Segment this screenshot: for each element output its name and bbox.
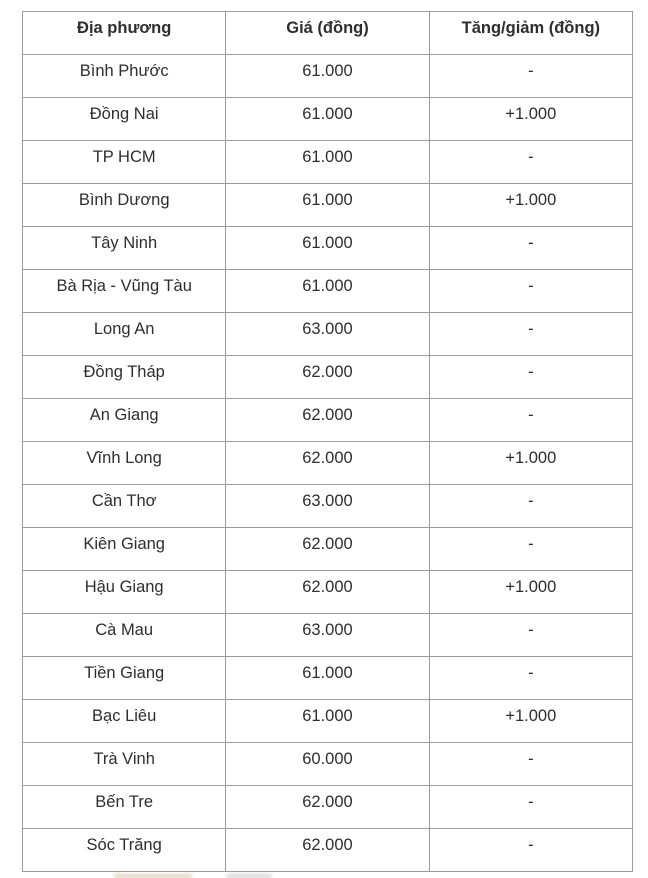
change-cell: -: [429, 313, 632, 356]
table-row: [23, 528, 633, 571]
price-cell: 61.000: [226, 657, 429, 700]
price-cell: 60.000: [226, 743, 429, 786]
change-cell: +1.000: [429, 700, 632, 743]
table-row: [23, 700, 633, 743]
change-cell: -: [429, 485, 632, 528]
change-cell: +1.000: [429, 571, 632, 614]
table-row: [23, 356, 633, 399]
table-row: [23, 55, 633, 98]
change-cell: -: [429, 141, 632, 184]
table-row: [23, 657, 633, 700]
price-cell: 62.000: [226, 399, 429, 442]
change-cell: +1.000: [429, 98, 632, 141]
change-cell: +1.000: [429, 184, 632, 227]
table-row: [23, 571, 633, 614]
price-cell: 62.000: [226, 528, 429, 571]
change-cell: -: [429, 528, 632, 571]
change-cell: +1.000: [429, 442, 632, 485]
change-cell: -: [429, 270, 632, 313]
change-cell: -: [429, 399, 632, 442]
price-cell: 63.000: [226, 614, 429, 657]
change-cell: -: [429, 743, 632, 786]
price-cell: 62.000: [226, 571, 429, 614]
location-cell: Hậu Giang: [23, 571, 226, 614]
price-cell: 61.000: [226, 270, 429, 313]
location-cell: Bình Dương: [23, 184, 226, 227]
change-cell: -: [429, 786, 632, 829]
table-row: [23, 442, 633, 485]
price-cell: 61.000: [226, 227, 429, 270]
table-row: [23, 227, 633, 270]
price-cell: 62.000: [226, 829, 429, 872]
table-row: [23, 485, 633, 528]
location-cell: Vĩnh Long: [23, 442, 226, 485]
location-cell: Long An: [23, 313, 226, 356]
table-row: [23, 313, 633, 356]
price-table: [22, 11, 633, 872]
table-row: [23, 399, 633, 442]
price-cell: 61.000: [226, 98, 429, 141]
change-cell: -: [429, 227, 632, 270]
price-cell: 61.000: [226, 55, 429, 98]
price-cell: 62.000: [226, 786, 429, 829]
price-table-container: [22, 11, 633, 872]
cut-off-content-artifact: [114, 874, 192, 878]
price-cell: 62.000: [226, 356, 429, 399]
price-cell: 63.000: [226, 485, 429, 528]
table-row: [23, 98, 633, 141]
table-row: [23, 743, 633, 786]
price-cell: 61.000: [226, 141, 429, 184]
price-cell: 62.000: [226, 442, 429, 485]
table-row: [23, 786, 633, 829]
location-cell: Sóc Trăng: [23, 829, 226, 872]
location-cell: Tiền Giang: [23, 657, 226, 700]
table-row: [23, 184, 633, 227]
location-cell: Bà Rịa - Vũng Tàu: [23, 270, 226, 313]
location-cell: Bạc Liêu: [23, 700, 226, 743]
table-row: [23, 270, 633, 313]
table-row: [23, 829, 633, 872]
location-cell: Trà Vinh: [23, 743, 226, 786]
price-cell: 61.000: [226, 184, 429, 227]
price-cell: 63.000: [226, 313, 429, 356]
header-change: Tăng/giảm (đồng): [429, 12, 632, 55]
location-cell: An Giang: [23, 399, 226, 442]
table-row: [23, 614, 633, 657]
header-row: [23, 12, 633, 55]
change-cell: -: [429, 356, 632, 399]
price-table-header: [23, 12, 633, 55]
location-cell: Kiên Giang: [23, 528, 226, 571]
location-cell: Tây Ninh: [23, 227, 226, 270]
location-cell: Đồng Tháp: [23, 356, 226, 399]
table-row: [23, 141, 633, 184]
price-table-body: [23, 55, 633, 872]
change-cell: -: [429, 657, 632, 700]
location-cell: Cà Mau: [23, 614, 226, 657]
change-cell: -: [429, 614, 632, 657]
location-cell: TP HCM: [23, 141, 226, 184]
cut-off-content-artifact: [226, 874, 272, 878]
price-cell: 61.000: [226, 700, 429, 743]
location-cell: Bến Tre: [23, 786, 226, 829]
location-cell: Bình Phước: [23, 55, 226, 98]
header-location: Địa phương: [23, 12, 226, 55]
header-price: Giá (đồng): [226, 12, 429, 55]
location-cell: Cần Thơ: [23, 485, 226, 528]
location-cell: Đồng Nai: [23, 98, 226, 141]
change-cell: -: [429, 829, 632, 872]
change-cell: -: [429, 55, 632, 98]
